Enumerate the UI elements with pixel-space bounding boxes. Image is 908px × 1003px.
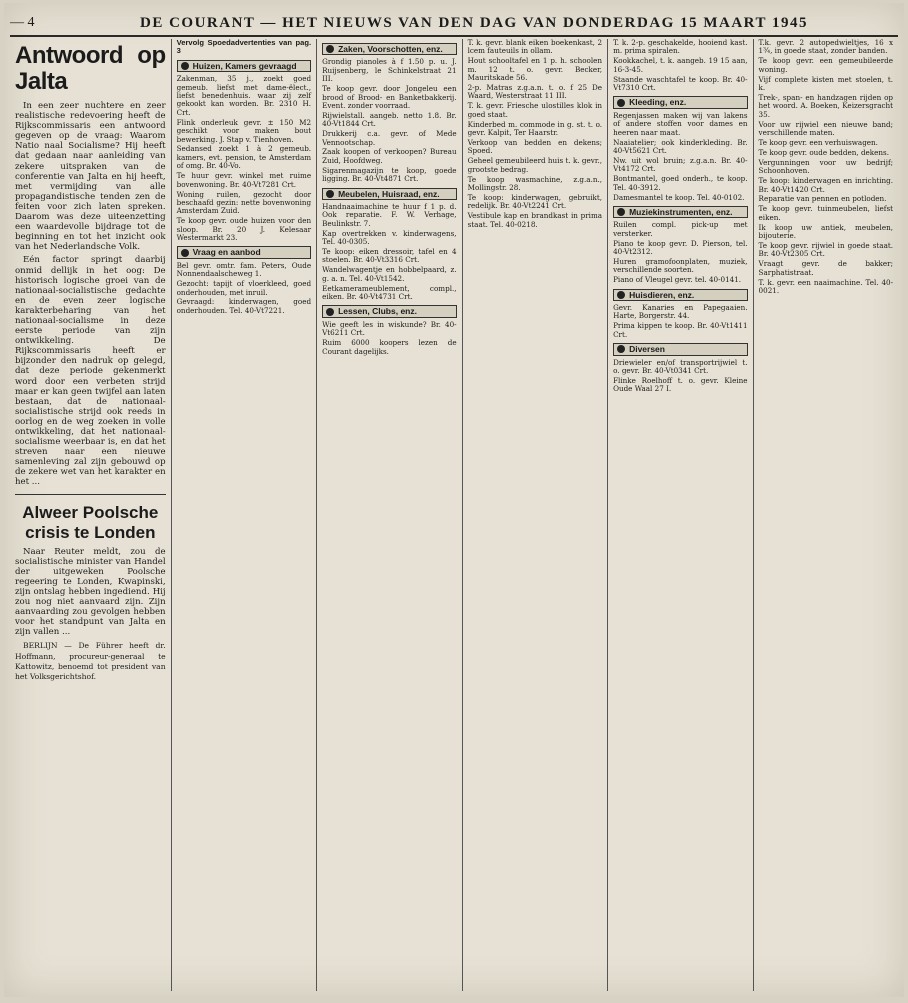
section-header [322, 43, 456, 55]
classified-ad: Vraagt gevr. de bakker; Sarphatistraat. [758, 259, 894, 277]
classified-ad: Drukkerij c.a. gevr. of Mede Vennootschap. [322, 129, 457, 147]
classified-ad: T. k. gevr. blank eiken boekenkast, 2 lcem fauteuils in ollam. [467, 39, 603, 56]
section-title: Zaken, Voorschotten, enz. [338, 44, 443, 54]
classified-ad: Reparatie van pennen en potloden. [758, 194, 887, 204]
continuation-note: Vervolg Spoedadvertenties van pag. 3 [176, 39, 312, 56]
classified-ad: Zaak koopen of verkoopen? Bureau Zuid, Hoofdweg. [322, 147, 457, 165]
section-header [177, 60, 311, 72]
ads-column [608, 39, 753, 991]
bullet-icon [181, 62, 189, 70]
classified-ad: Nw. uit wol bruin; z.g.a.n. Br. 40-Vt4172 Crt. [613, 155, 748, 174]
ads-column [754, 39, 898, 991]
classified-ad: T. k. gevr. Friesche ulostilles klok in goed staat. [467, 101, 603, 119]
classified-ad: Sigarenmagazijn te koop, goede ligging. Br. 40-Vt4871 Crt. [322, 165, 457, 184]
classified-ad: Te huur gevr. winkel met ruime bovenwoning. Br. 40-Vt7281 Crt. [176, 171, 312, 189]
section-title: Vraag en aanbod [192, 247, 261, 258]
classified-ad: Te koop: kinderwagen, gebruikt, redelijk. Br. 40-Vt2241 Crt. [467, 192, 603, 211]
classified-ad: Gezocht: tapijt of vloerkleed, goed onderhouden, met inruil. [176, 279, 312, 297]
ads-column [172, 39, 317, 991]
classified-ad: Flinke Roelhoff t. o. gevr. Kleine Oude Waal 27 I. [613, 375, 748, 394]
classified-ad: Damesmantel te koop. Tel. 40-0102. [613, 192, 745, 202]
classified-ad: Wie geeft les in wiskunde? Br. 40-Vt6211 Crt. [322, 319, 457, 338]
section-header [322, 305, 456, 317]
classified-ad: Naaiatelier; ook kinderkleding. Br. 40-Vt5621 Crt. [613, 137, 748, 155]
classified-ad: Kookkachel, t. k. aangeb. 19 15 aan, 16-3-45. [613, 56, 748, 74]
divider [15, 494, 166, 495]
news-item: BERLIJN — De Führer heeft dr. Hoffmann, procureur-generaal te Kattowitz, benoemd tot president van het Volksgerichtshof. [15, 641, 166, 681]
classified-ad: Te koop gevr. een gemeubileerde woning. [758, 56, 894, 74]
section-header [322, 188, 456, 200]
columns [10, 39, 898, 991]
classified-ad: Wandelwagentje en hobbelpaard, z. g. a. n. Tel. 40-Vt1542. [322, 265, 457, 283]
section-title: Huisdieren, enz. [629, 289, 695, 300]
page-number: — 4 [10, 15, 35, 30]
classified-ad: Te koop gevr. oude bedden, dekens. [758, 147, 890, 157]
classified-ad: Grondig pianoles à f 1.50 p. u. J. Ruijsenberg, le Schinkelstraat 21 III. [322, 57, 457, 84]
section-title: Muziekinstrumenten, enz. [629, 206, 733, 217]
classified-ad: Geheel gemeubileerd huis t. k. gevr., grootste bedrag. [467, 156, 603, 174]
section-header [613, 206, 747, 218]
classified-ad: Huren gramofoonplaten, muziek, verschillende soorten. [613, 256, 748, 275]
newspaper-title: DE COURANT — HET NIEUWS VAN DEN DAG VAN DONDERDAG 15 MAART 1945 [140, 14, 808, 31]
classified-ad: Vestibule kap en brandkast in prima staat. Tel. 40-0218. [467, 211, 603, 229]
classified-ad: T. k. gevr. een naaimachine. Tel. 40-0021. [758, 277, 894, 295]
bullet-icon [326, 45, 334, 53]
bullet-icon [617, 208, 625, 216]
classified-ad: Ruilen compl. pick-up met versterker. [613, 220, 748, 238]
classified-ad: Bel gevr. omtr. fam. Peters, Oude Nonnendaalscheweg 1. [176, 260, 312, 279]
bullet-icon [617, 99, 625, 107]
classified-ad: Staande waschtafel te koop. Br. 40-Vt7310 Crt. [613, 74, 748, 93]
classified-ad: Te koop gevr. oude huizen voor den sloop. Br. 20 J. Kelesaar Westermarkt 23. [176, 216, 312, 243]
classified-ad: Kap overtrekken v. kinderwagens, Tel. 40-0305. [322, 228, 457, 247]
classified-ad: Hout schooltafel en 1 p. h. schoolen m. 12 t. o. gevr. Becker, Mauritskade 56. [467, 56, 603, 83]
classified-ad: Te koop: eiken dressoir, tafel en 4 stoelen. Br. 40-Vt3316 Crt. [322, 247, 457, 265]
classified-ad: Verkoop van bedden en dekens; Spoed. [467, 137, 603, 156]
section-header [613, 343, 747, 355]
section-title: Diversen [629, 344, 665, 355]
article-paragraph: Naar Reuter meldt, zou de socialistische minister van Handel der uitgeweken Poolsche regeering te Londen, Kwapinski, zijn ontslag hebben ingediend. Hij zou nog niet aanvaard zijn. Zijn aanvaarding zou gevolgen hebben voor het standpunt van Jalta en zijn vallen ... [15, 546, 166, 638]
classified-ad: Gevr. Kanaries en Papegaaien. Harte, Borgerstr. 44. [613, 303, 748, 321]
classified-ad: Prima kippen te koop. Br. 40-Vt1411 Crt. [613, 321, 748, 339]
classified-ad: Te koop: kinderwagen en inrichting. Br. 40-Vt1420 Crt. [758, 176, 894, 194]
newspaper-page [4, 3, 904, 997]
classified-ad: Bontmantel, goed onderh., te koop. Tel. 40-3912. [613, 174, 748, 192]
article-paragraph: Eén factor springt daarbij onmid dellijk in het oog: De historisch logische groei van de nationaal-socialistische gedachte en de even zeer logische karakterbeharing van het nationaal-socialisme in deze eerste periode van zijn ontwikkeling. De Rijkscommissaris heeft er bijzonder den nadruk op gelegd, dat deze periode gekenmerkt word door een verbeten strijd maar er kan geen twijfel aan laten bestaan, dat de nationaal-socialistische strijd ook reeds in oorlog en de weg zoeken in volle ontwikkeling, dat het nationaal-socialisme weerbaar is, en dat het streven naar een nieuwe samenleving zal zijn gebouwd op de zekere wet van het karakter en het ... [15, 255, 166, 488]
article-paragraph: In een zeer nuchtere en zeer realistische redevoering heeft de Rijkscommissaris een antwoord gegeven op de vraag: Waarom Natio naal Socialisme? Hij heeft dat gedaan naar aanleiding van zekere uitspraken van de conferentie van Jalta en hij heeft, met vermijding van alle propagandistische tenden zen de feiten voor zich laten spreken. Daarom was deze uiteenzetting een waardevolle bijdrage tot de beginning en tot het inzicht ook van het Nederlandsche Volk. [15, 101, 166, 253]
section-title: Lessen, Clubs, enz. [338, 306, 417, 317]
bullet-icon [326, 308, 334, 316]
classified-ad: Driewieler en/of transportrijwiel t. o. gevr. Br. 40-Vt0341 Crt. [613, 357, 748, 375]
section-title: Meubelen, Huisraad, enz. [338, 188, 440, 199]
classified-ad: Flink onderleuk gevr. ± 150 M2 geschikt voor maken bout bewerking. J. Stap v. Tienhoven. [176, 117, 312, 144]
classified-ad: Handnaaimachine te huur f 1 p. d. Ook reparatie. F. W. Verhage, Beulinkstr. 7. [322, 202, 457, 228]
classified-ad: Zakenman, 35 j., zoekt goed gemeub. liefst met dame-ëlect., liefst benedenhuis. waar zij zelf gekookt kan worden. Br. 2310 H. Crt. [176, 74, 312, 117]
classified-ad: Trek-, span- en handzagen rijden op het woord. A. Boeken, Keizersgracht 35. [758, 92, 894, 119]
classified-ad: Vijf complete kisten met stoelen, t. k. [758, 74, 894, 93]
classified-ad: Sedansed zoekt 1 à 2 gemeub. kamers, evt. pension, te Amsterdam of omg. Br. 40-Vo. [176, 144, 312, 171]
section-header [177, 246, 311, 258]
classified-ad: T. k. 2-p. geschakelde, hooiend kast. m. prima spiralen. [613, 39, 748, 56]
article-headline: Alweer Poolsche crisis te Londen [22, 502, 159, 542]
classified-ad: Ruim 6000 koopers lezen de Courant dagelijks. [322, 338, 457, 356]
classified-ad: Voor uw rijwiel een nieuwe band; verschillende maten. [758, 119, 894, 138]
classified-ad: 2-p. Matras z.g.a.n. t. o. f 25 De Waard, Westerstraat 11 III. [467, 83, 603, 101]
classified-ad: Regenjassen maken wij van lakens of andere stoffen voor dames en heeren naar maat. [613, 110, 748, 137]
bullet-icon [617, 291, 625, 299]
bullet-icon [617, 345, 625, 353]
ads-column [463, 39, 608, 991]
classified-ad: Rijwielstall. aangeb. netto 1.8. Br. 40-Vt1844 Crt. [322, 110, 457, 129]
article-column [10, 39, 172, 991]
bullet-icon [326, 190, 334, 198]
section-header [613, 289, 747, 301]
classified-ad: Te koop gevr. een verhuiswagen. [758, 137, 878, 147]
classified-ad: Te koop gevr. tuinmeubelen, liefst eiken. [758, 204, 894, 222]
section-title: Huizen, Kamers gevraagd [192, 60, 297, 71]
section-title: Kleeding, enz. [629, 97, 687, 108]
masthead [10, 11, 898, 37]
classified-ad: Te koop wasmachine, z.g.a.n., Mollingstr. 28. [467, 174, 603, 192]
classified-ad: Te koop gevr. rijwiel in goede staat. Br. 40-Vt2305 Crt. [758, 240, 894, 259]
article-headline: Antwoord op Jalta [15, 42, 166, 95]
classified-ad: Kinderbed m. commode in g. st. t. o. gevr. Kalpit, Ter Haarstr. [467, 119, 603, 138]
bullet-icon [181, 249, 189, 257]
classified-ad: T.k. gevr. 2 autopedwieltjes, 16 x 1¾, in goede staat, zonder banden. [758, 39, 894, 56]
classified-ad: Eetkamerameublement, compl., eiken. Br. 40-Vt4731 Crt. [322, 283, 457, 302]
ads-column [317, 39, 462, 991]
classified-ad: Ik koop uw antiek, meubelen, bijouterie. [758, 222, 894, 241]
classified-ad: Piano te koop gevr. D. Pierson, tel. 40-Vt2312. [613, 238, 748, 257]
section-header [613, 96, 747, 108]
classified-ad: Piano of Vleugel gevr. tel. 40-0141. [613, 275, 742, 285]
classified-ad: Te koop gevr. door Jongeleu een brood of Brood- en Banketbakkerij. Event. zonder voorraad. [322, 84, 457, 110]
classified-ad: Vergunningen voor uw bedrijf; Schoonhoven. [758, 157, 894, 176]
classified-ad: Gevraagd: kinderwagen, goed onderhouden. Tel. 40-Vt7221. [176, 297, 312, 315]
classified-ad: Woning ruilen, gezocht door beschaafd gezin: nette bovenwoning Amsterdam Zuid. [176, 189, 312, 216]
